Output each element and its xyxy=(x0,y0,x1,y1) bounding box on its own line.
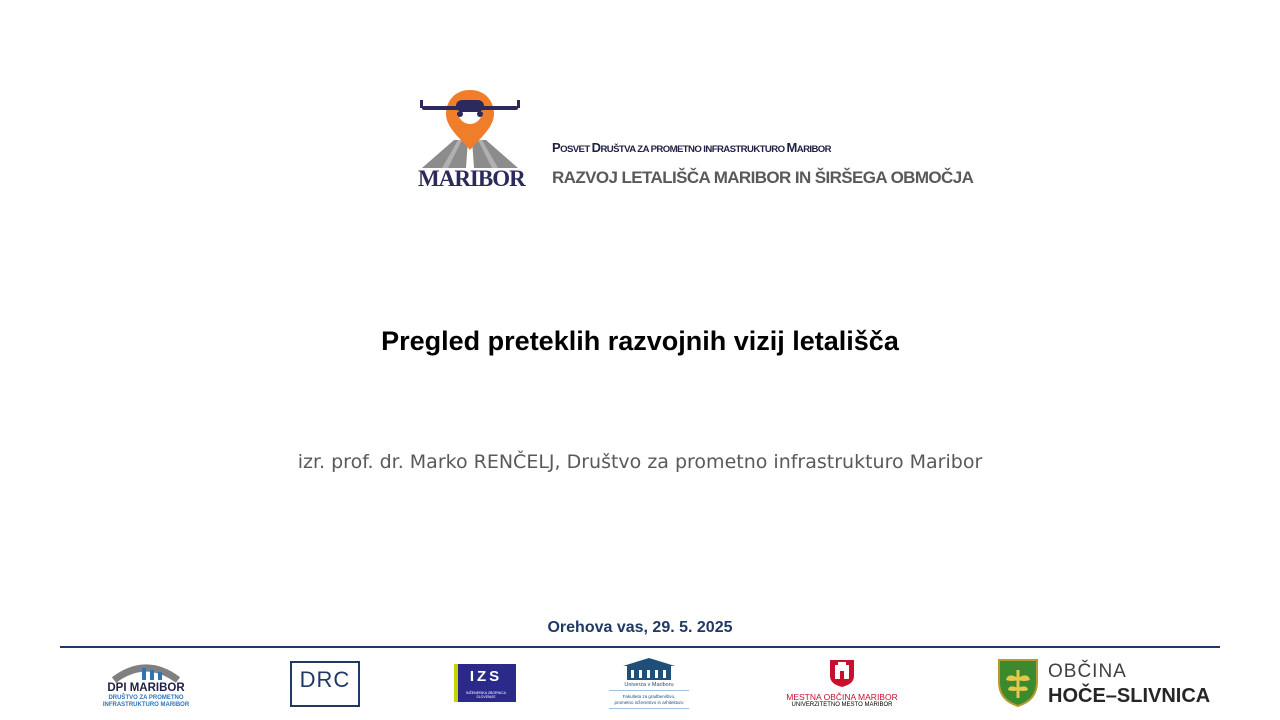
event-name-part: ARIBOR xyxy=(796,144,831,155)
event-name-part: OSVET xyxy=(560,144,592,155)
drc-text: DRC xyxy=(299,667,351,692)
izs-text: IZS xyxy=(469,668,503,685)
um-subtitle-1: Fakulteta za gradbeništvo, xyxy=(622,694,676,699)
dpi-name: DPI MARIBOR xyxy=(107,682,185,694)
hoce-slivnica-coat-of-arms-icon xyxy=(996,656,1040,708)
dpi-subtitle-2: INFRASTRUKTURO MARIBOR xyxy=(102,702,190,708)
obcina-hoce-slivnica-logo xyxy=(996,656,1211,714)
event-name xyxy=(552,140,831,155)
hs-line-2: HOČE–SLIVNICA xyxy=(1048,685,1211,707)
maribor-coat-of-arms-icon xyxy=(778,656,906,688)
um-subtitle-2: prometno inženirstvo in arhitekturo xyxy=(614,700,684,705)
hs-line-1: OBČINA xyxy=(1048,661,1127,682)
date-location: Orehova vas, 29. 5. 2025 xyxy=(547,619,733,636)
event-name-part: RUŠTVA ZA PROMETNO INFRASTRUKTURO xyxy=(600,144,787,155)
dpi-subtitle-1: DRUŠTVO ZA PROMETNO xyxy=(108,695,184,701)
mestna-obcina-maribor-logo xyxy=(778,656,906,714)
event-name-part: D xyxy=(591,140,601,155)
izs-subtitle: INŽENIRSKA ZBORNICA SLOVENIJE xyxy=(466,691,506,699)
mom-name: MESTNA OBČINA MARIBOR xyxy=(786,692,898,702)
event-topic: RAZVOJ LETALIŠČA MARIBOR IN ŠIRŠEGA OBMOČJA xyxy=(552,168,974,187)
event-name-part: P xyxy=(552,140,561,155)
um-name: Univerza v Mariboru xyxy=(624,682,674,688)
izs-logo xyxy=(452,656,518,714)
mom-subtitle: UNIVERZITETNO MESTO MARIBOR xyxy=(791,702,893,708)
slide-author: izr. prof. dr. Marko RENČELJ, Društvo za prometno infrastrukturo Maribor xyxy=(297,451,983,473)
footer-divider xyxy=(60,646,1220,648)
university-building-icon xyxy=(605,656,693,680)
slide-title: Pregled preteklih razvojnih vizij letališča xyxy=(381,326,899,356)
logo-wordmark: MARIBOR xyxy=(418,166,525,191)
dpi-maribor-logo xyxy=(88,656,204,714)
um-fgpa-logo xyxy=(605,656,693,714)
event-name-part: M xyxy=(786,140,797,155)
drc-logo xyxy=(289,656,361,714)
